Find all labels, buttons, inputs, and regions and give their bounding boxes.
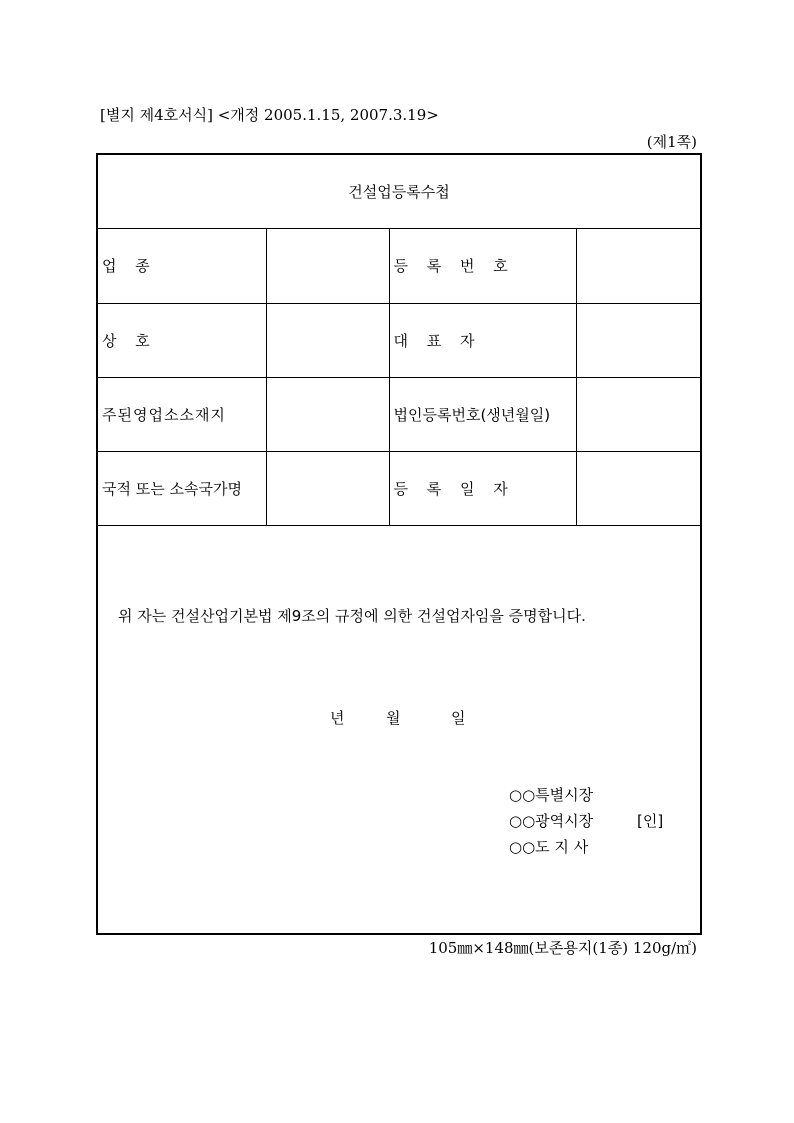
label-trade-name: 상 호 bbox=[98, 303, 266, 377]
label-representative: 대 표 자 bbox=[389, 303, 576, 377]
value-nationality bbox=[266, 451, 389, 525]
date-day-label: 일 bbox=[451, 709, 466, 727]
label-nationality: 국적 또는 소속국가명 bbox=[98, 451, 266, 525]
registration-info-table bbox=[98, 229, 700, 526]
issuer-provincial-governor: ○○도 지 사 bbox=[509, 838, 589, 856]
label-registration-date: 등 록 일 자 bbox=[389, 451, 576, 525]
value-corporate-registration-number bbox=[576, 377, 700, 451]
label-registration-number: 등 록 번 호 bbox=[389, 229, 576, 303]
table-row bbox=[98, 377, 700, 451]
label-main-office-address: 주된영업소소재지 bbox=[98, 377, 266, 451]
date-month-label: 월 bbox=[386, 709, 401, 727]
certificate-form bbox=[96, 153, 702, 935]
seal-label: [인] bbox=[637, 812, 664, 830]
paper-spec: 105㎜×148㎜(보존용지(1종) 120g/㎡) bbox=[428, 939, 697, 957]
value-representative bbox=[576, 303, 700, 377]
date-year-label: 년 bbox=[330, 709, 345, 727]
page-number: (제1쪽) bbox=[646, 133, 697, 151]
value-business-type bbox=[266, 229, 389, 303]
issuer-special-city-mayor: ○○특별시장 bbox=[509, 786, 594, 804]
form-header: [별지 제4호서식] <개정 2005.1.15, 2007.3.19> bbox=[100, 106, 439, 124]
value-trade-name bbox=[266, 303, 389, 377]
table-row bbox=[98, 451, 700, 525]
value-main-office-address bbox=[266, 377, 389, 451]
issuer-metropolitan-city-mayor: ○○광역시장 bbox=[509, 812, 594, 830]
certification-statement: 위 자는 건설산업기본법 제9조의 규정에 의한 건설업자임을 증명합니다. bbox=[118, 607, 586, 625]
document-title: 건설업등록수첩 bbox=[98, 155, 700, 229]
value-registration-date bbox=[576, 451, 700, 525]
table-row bbox=[98, 303, 700, 377]
label-corporate-registration-number: 법인등록번호(생년월일) bbox=[389, 377, 576, 451]
value-registration-number bbox=[576, 229, 700, 303]
table-row bbox=[98, 229, 700, 303]
label-business-type: 업 종 bbox=[98, 229, 266, 303]
